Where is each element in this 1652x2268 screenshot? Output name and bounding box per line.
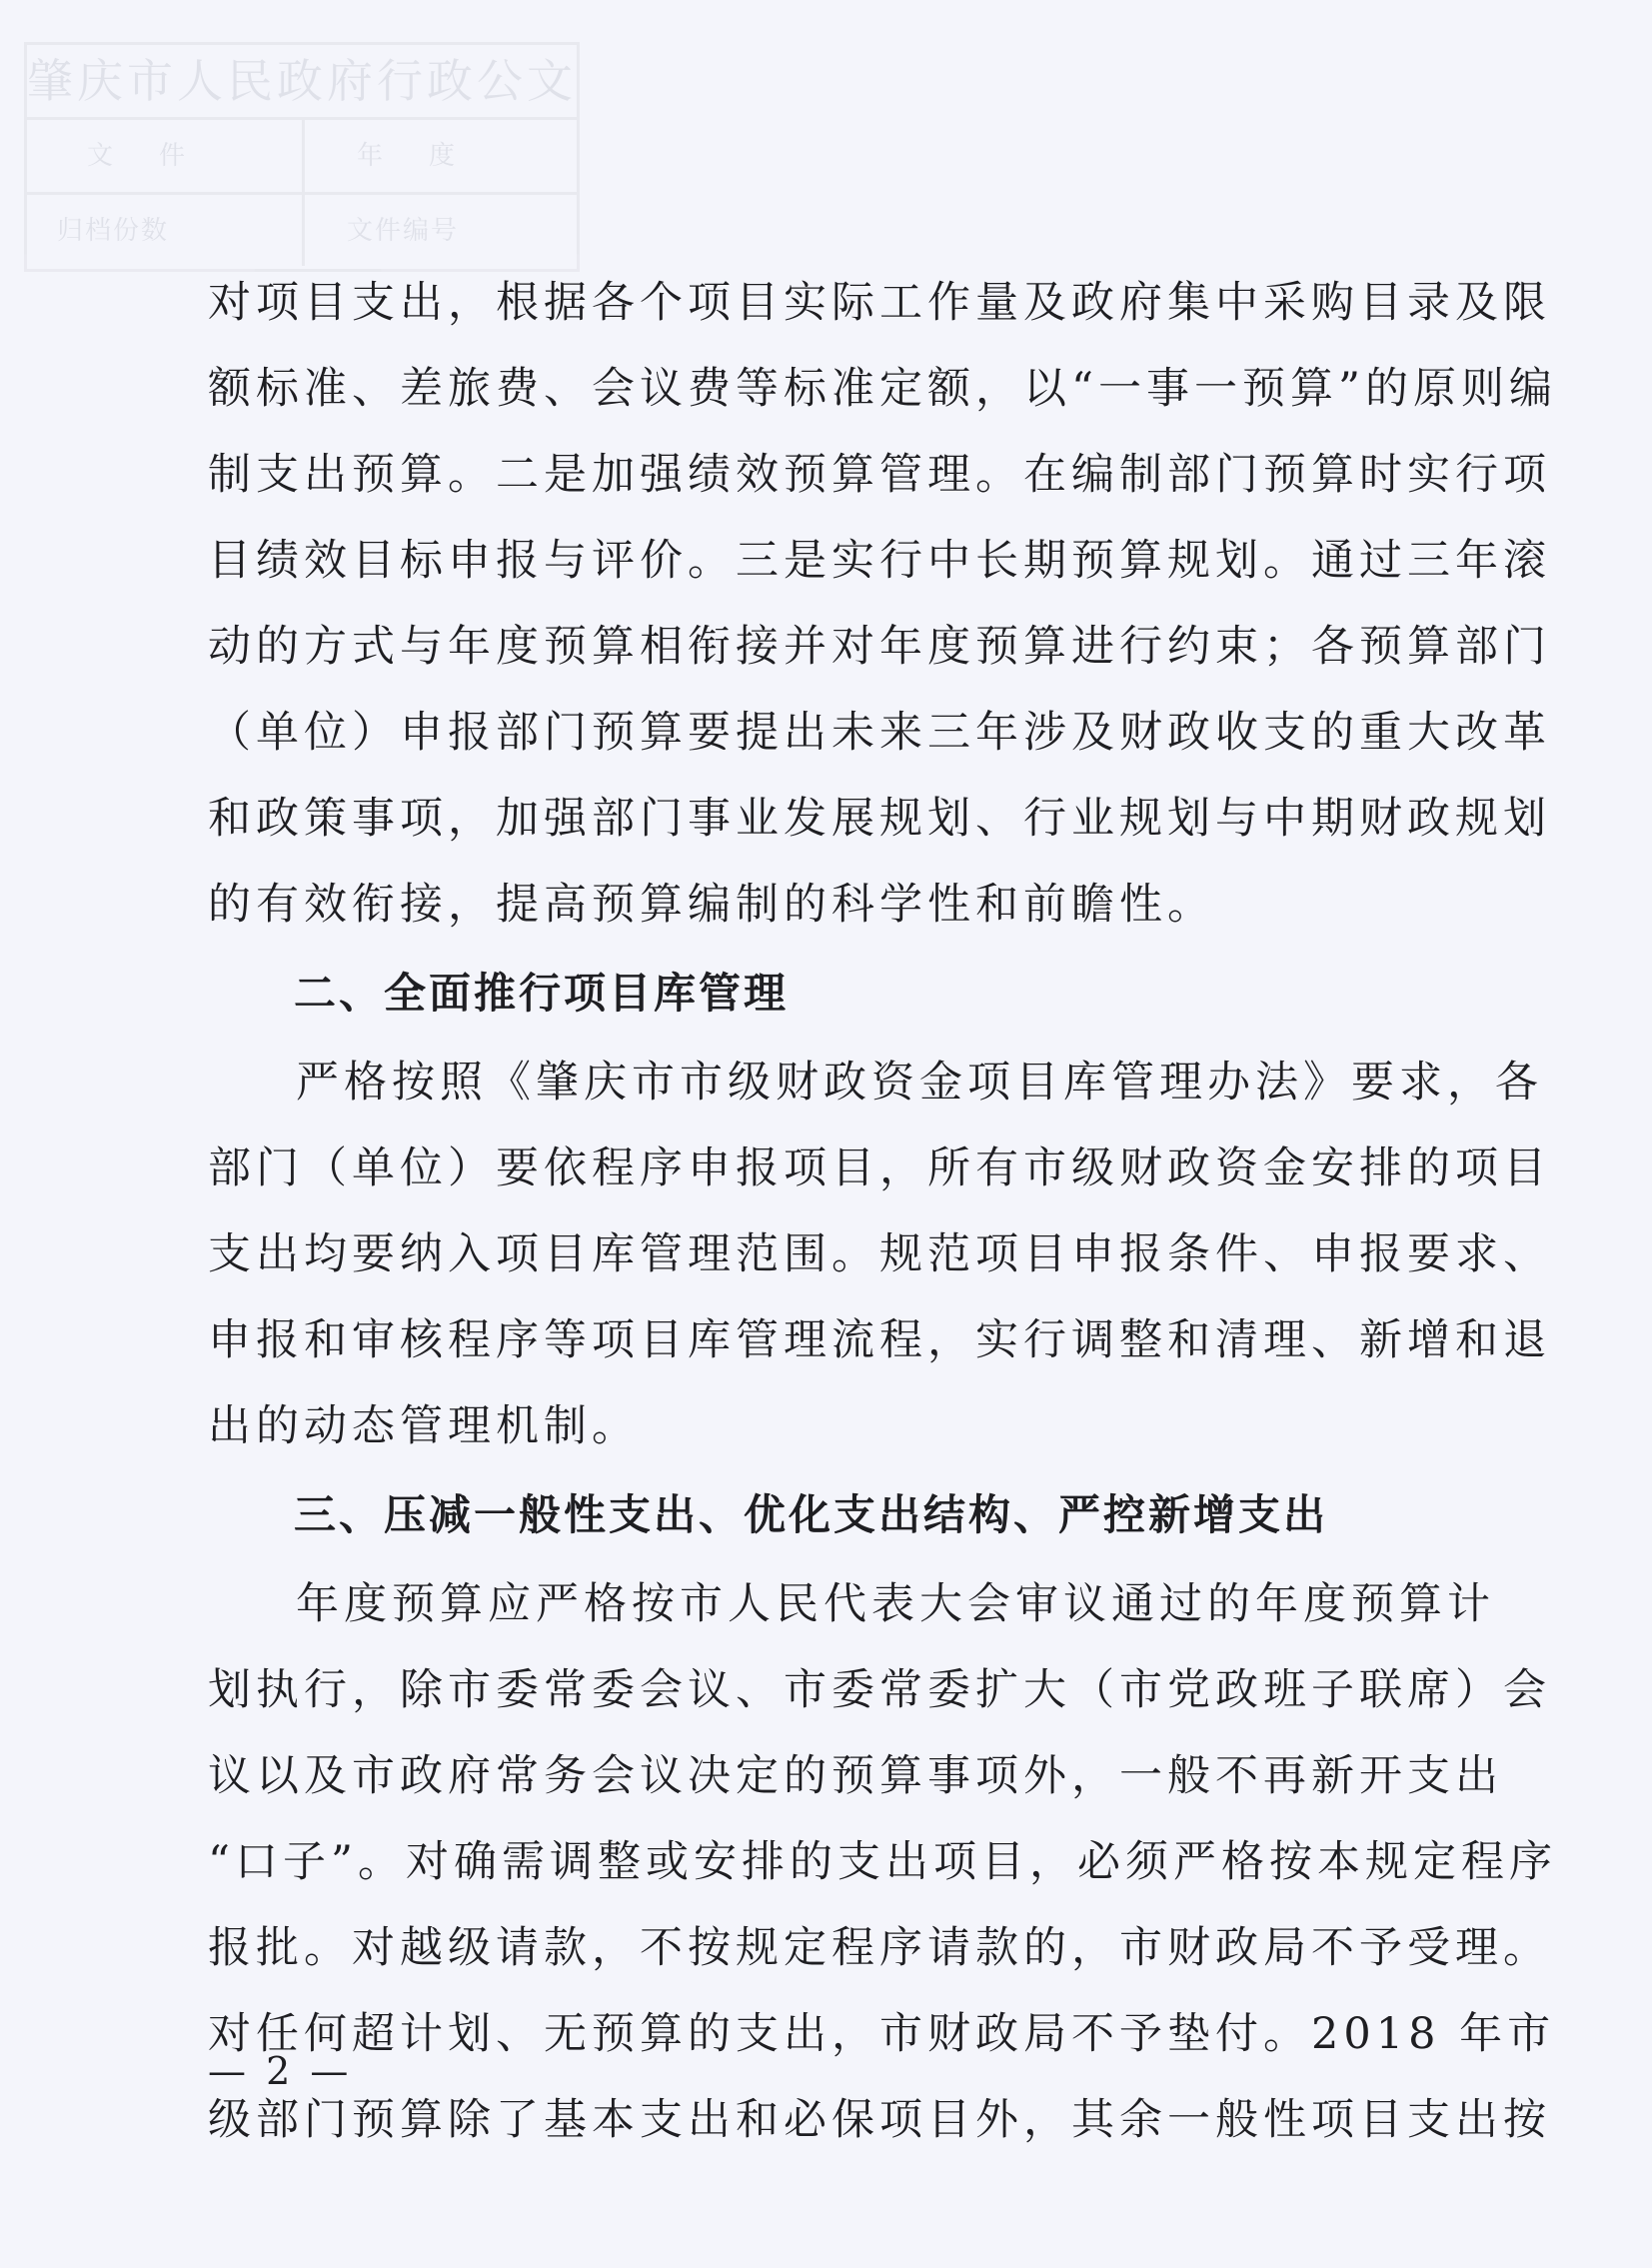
paragraph-1 xyxy=(208,260,1557,948)
stamp-cell: 文 件 xyxy=(87,141,196,171)
text-line: 部门（单位）要依程序申报项目，所有市级财政资金安排的项目 xyxy=(208,1143,1551,1193)
text-line: 严格按照《肇庆市市级财政资金项目库管理办法》要求，各 xyxy=(296,1058,1543,1108)
text-line: 申报和审核程序等项目库管理流程，实行调整和清理、新增和退 xyxy=(208,1315,1551,1365)
archive-stamp xyxy=(24,42,580,272)
section-heading-3: 三、压减一般性支出、优化支出结构、严控新增支出 xyxy=(294,1490,1329,1539)
stamp-cell: 文件编号 xyxy=(347,216,460,246)
stamp-title: 肇庆市人民政府行政公文 xyxy=(27,45,577,120)
text-line: 和政策事项，加强部门事业发展规划、行业规划与中期财政规划 xyxy=(208,794,1551,844)
text-line: 对任何超计划、无预算的支出，市财政局不予垫付。2018 年市 xyxy=(208,2009,1556,2059)
paragraph-3 xyxy=(208,1561,1557,2163)
text-line: 对项目支出，根据各个项目实际工作量及政府集中采购目录及限 xyxy=(208,278,1551,328)
text-line: 报批。对越级请款，不按规定程序请款的，市财政局不予受理。 xyxy=(208,1923,1551,1973)
text-line: 议以及市政府常务会议决定的预算事项外，一般不再新开支出 xyxy=(208,1751,1503,1801)
text-line: 年度预算应严格按市人民代表大会审议通过的年度预算计 xyxy=(296,1579,1495,1629)
text-line: 级部门预算除了基本支出和必保项目外，其余一般性项目支出按 xyxy=(208,2095,1551,2145)
text-line: 目绩效目标申报与评价。三是实行中长期预算规划。通过三年滚 xyxy=(208,536,1551,586)
section-heading-2: 二、全面推行项目库管理 xyxy=(294,969,790,1018)
stamp-cell: 年 度 xyxy=(357,141,466,171)
text-line: “口子”。对确需调整或安排的支出项目，必须严格按本规定程序 xyxy=(208,1837,1557,1887)
text-line: 的有效衔接，提高预算编制的科学性和前瞻性。 xyxy=(208,880,1215,930)
page-number: — 2 — xyxy=(208,2049,353,2093)
text-line: （单位）申报部门预算要提出未来三年涉及财政收支的重大改革 xyxy=(208,708,1551,758)
text-line: 额标准、差旅费、会议费等标准定额，以“一事一预算”的原则编 xyxy=(208,364,1557,414)
text-line: 动的方式与年度预算相衔接并对年度预算进行约束；各预算部门 xyxy=(208,622,1551,672)
document-body xyxy=(208,260,1557,2163)
text-line: 制支出预算。二是加强绩效预算管理。在编制部门预算时实行项 xyxy=(208,450,1551,500)
paragraph-2 xyxy=(208,1040,1551,1469)
stamp-divider xyxy=(302,120,305,266)
text-line: 划执行，除市委常委会议、市委常委扩大（市党政班子联席）会 xyxy=(208,1665,1551,1715)
stamp-cell: 归档份数 xyxy=(57,216,170,246)
text-line: 出的动态管理机制。 xyxy=(208,1401,640,1451)
text-line: 支出均要纳入项目库管理范围。规范项目申报条件、申报要求、 xyxy=(208,1229,1551,1279)
